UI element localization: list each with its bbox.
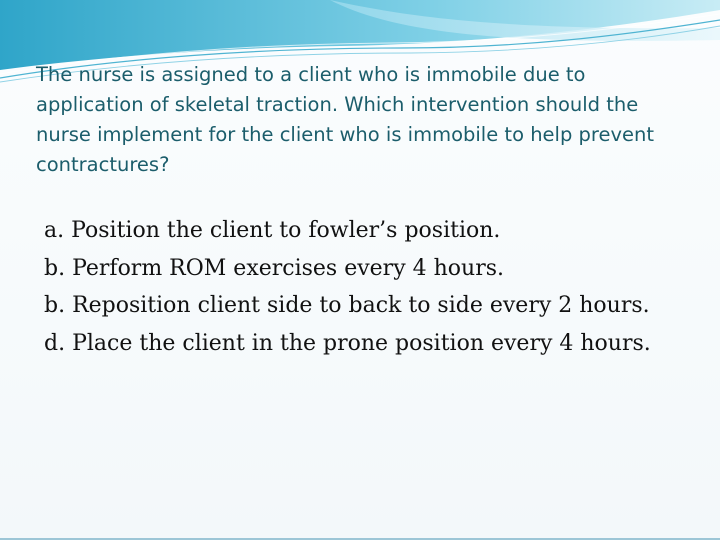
answer-option-b: b. Perform ROM exercises every 4 hours. [44,255,504,281]
answer-option-c: b. Reposition client side to back to side every 2 hours. [44,293,650,318]
answer-option-d: d. Place the client in the prone position every 4 hours. [44,330,651,356]
question-text: The nurse is assigned to a client who is immobile due to application of skeletal traction. Which intervention should the nurse implement for the client who is immobile to help prevent contractures? [36,63,655,176]
answer-options-list [44,212,704,362]
answer-option-a: a. Position the client to fowler’s position. [44,218,501,243]
